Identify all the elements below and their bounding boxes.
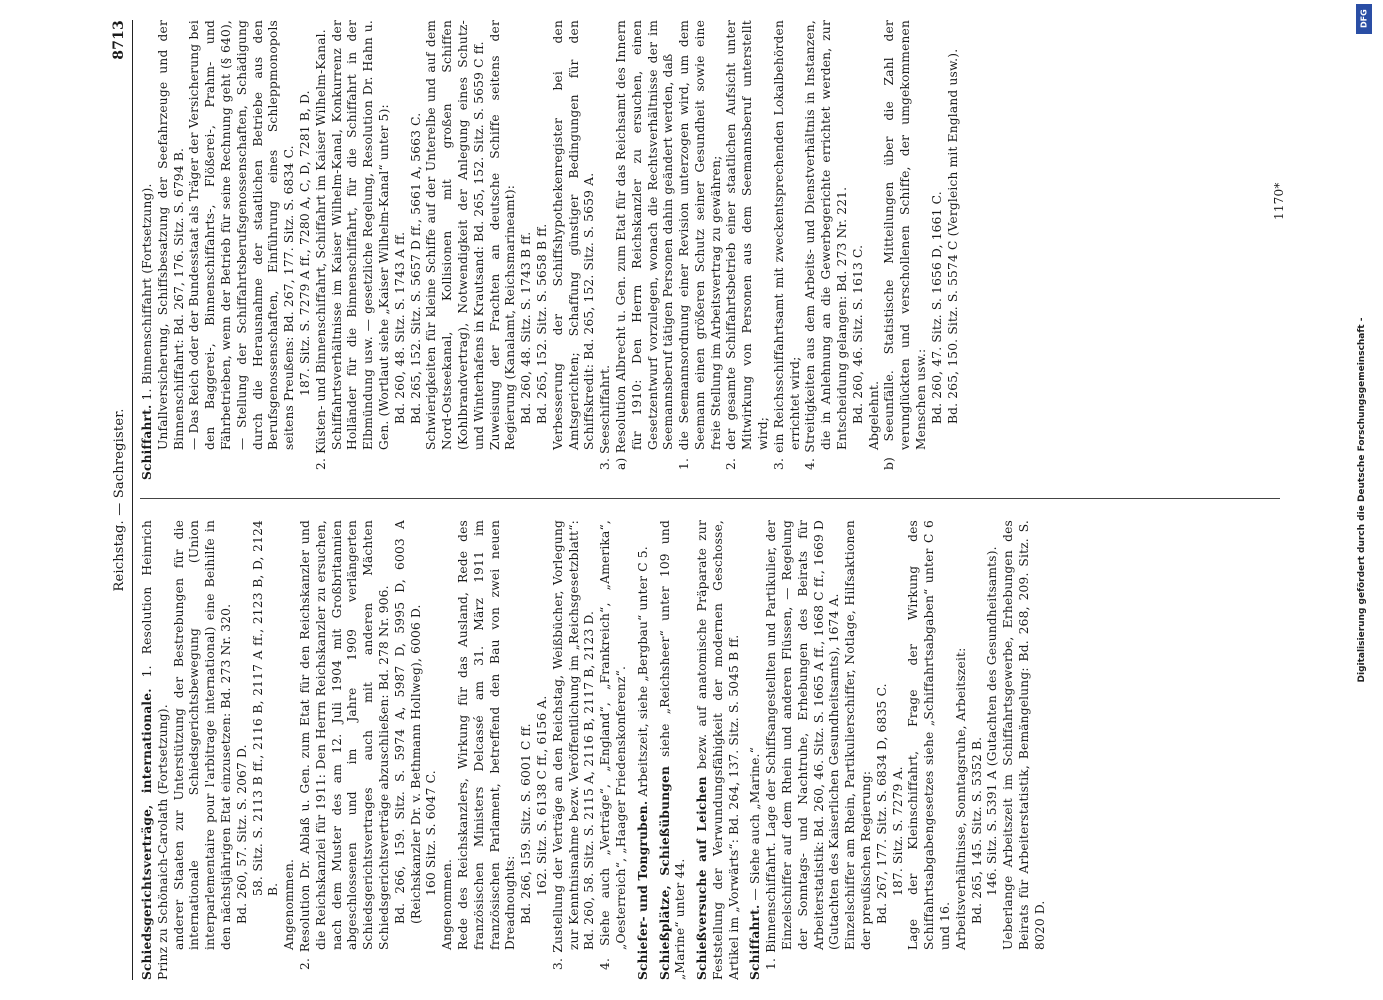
running-title: Reichstag. — Sachregister. <box>112 408 128 592</box>
entry-text: — Siehe auch „Marine.“ <box>748 746 763 901</box>
entry-text: Rede des Reichskanzlers, Wirkung für das Ausland, Rede des französischen Ministers Delcassé am 31. März 1911 im französischen Parlament, betreffend den Bau von zwei neuen Dreadnoughts: <box>455 520 518 950</box>
entry-text: Einzelschiffer am Rhein, Partikulierschiffer, Notlage, Hilfsaktionen der preußischen Regierung: <box>843 520 874 950</box>
entry-refs: Bd. 260, 46. Sitz. S. 1613 C. <box>850 244 865 424</box>
entry-text: siehe „Reichsheer“ unter 109 und „Marine“ unter 44. <box>657 520 688 980</box>
entry-refs: 187. Sitz. S. 7279 A ff., 7280 A, C, D, 7281 B, D. <box>297 90 312 396</box>
entry-refs: Bd. 265, 152. Sitz. S. 5657 D ff., 5661 A, 5663 C. <box>408 112 423 424</box>
entry-schiffahrt-cont <box>140 20 961 480</box>
entry-refs: Bd. 265, 145. Sitz. S. 5352 B. <box>969 736 984 924</box>
header-rule <box>132 20 133 980</box>
entry-subitem: 4. Streitigkeiten aus dem Arbeits- und Dienstverhältnis in Instanzen, die in Anlehnung an die Gewerbegerichte errichtet werden, zur Entscheidung gelangen: Bd. 273 Nr. 221. <box>803 20 850 470</box>
entry-heading: Schiefer- und Tongruben. <box>635 800 650 980</box>
entry-text: Arbeitszeit, siehe „Bergbau“ unter C 5. <box>635 546 650 797</box>
entry-text: — Das Reich oder der Bundesstaat als Träger der Versicherung bei den Baggerei-, Binnenschiffahrts-, Flößerei-, Prahm- und Fährbetrieben, wenn der Betrieb für seine Rechnung geht (§ 640), — Stellung der Schiffahrtsberufsgenossenschaften, Schädigung durch die Herausnahme der staatlichen Betriebe aus den Berufsgenossenschaften, Einführung eines Schleppmonopols seitens Preußens: Bd. 267, 177. Sitz. S. 6834 C. <box>187 20 297 450</box>
entry-item: 3. Zustellung der Verträge an den Reichstag, Weißbücher, Vorlegung zur Kenntnisnahme bezw. Veröffentlichung im „Reichsgesetzblatt“: Bd. 260, 58. Sitz. S. 2115 A, 2116 B, 2117 B, 2123 D. <box>550 520 597 970</box>
entry-heading: Schießplätze, Schießübungen <box>657 766 672 980</box>
digitization-credit: Digitalisierung gefördert durch die Deutsche Forschungsgemeinschaft - <box>1357 317 1367 683</box>
entry-text: Ueberlange Arbeitszeit im Schiffahrtsgewerbe, Erhebungen des Beirats für Arbeiterstatistik, Bemängelung: Bd. 268, 209. Sitz. S. 8020 D. <box>1001 520 1047 950</box>
entry-subitem: 3. ein Reichsschiffahrtsamt mit zweckentsprechenden Lokalbehörden errichtet wird; <box>771 20 802 470</box>
entry-text: Zuweisung der Frachten an deutsche Schiffe seitens der Regierung (Kanalamt, Reichsmarineamt): <box>487 20 518 450</box>
page-header <box>100 20 128 980</box>
page-signature: 1170* <box>1272 182 1286 220</box>
entry-subitem: 1. die Seemannsordnung einer Revision unterzogen wird, um dem Seemann einen größeren Schutz seiner Gesundheit sowie eine freie Stellung im Arbeitsvertrag zu gewähren; <box>677 20 723 470</box>
entry-refs: Bd. 265, 150. Sitz. S. 5574 C (Vergleich mit England usw.). <box>945 48 960 424</box>
entry-refs: Bd. 260, 48. Sitz. S. 1743 B ff. <box>519 231 534 424</box>
entry-refs: 160 Sitz. S. 6047 C. <box>424 770 439 896</box>
entry-item: b) Seeunfälle. Statistische Mitteilungen über die Zahl der verunglückten und verschollenen Schiffe, der umgekommenen Menschen usw.: <box>882 20 929 470</box>
left-column <box>140 520 1290 980</box>
entry-heading: Schiffahrt. <box>748 904 763 980</box>
entry-schiffahrt <box>748 520 1048 980</box>
entry-text: Arbeitsverhältnisse, Sonntagsruhe, Arbeitszeit: <box>953 647 968 950</box>
entry-refs: 162. Sitz. S. 6138 C ff., 6156 A. <box>534 695 549 896</box>
entry-item: 1. Binnenschiffahrt. Lage der Schiffsangestellten und Partikulier, der Einzelschiffer auf dem Rhein und anderen Flüssen, — Regelung der Sonntags- und Nachtruhe, Erhebungen des Beirats für Arbeiterstatistik: Bd. 260, 46. Sitz. S. 1665 A ff., 1668 C ff., 1669 D (Gutachten des Kaiserlichen Gesundheitsamts), 1674 A. <box>764 520 842 970</box>
status-text: Abgelehnt. <box>866 380 881 450</box>
entry-text: bezw. auf anatomische Präparate zur Feststellung der Verwundungsfähigkeit der modernen Geschosse, Artikel im „Vorwärts“: Bd. 264, 137. Sitz. S. 5045 B ff. <box>695 520 741 980</box>
entry-item: a) Resolution Albrecht u. Gen. zum Etat für das Reichsamt des Innern für 1910: Den Herrn Reichskanzler zu ersuchen, einen Gesetzentwurf vorzulegen, wonach die Rechtsverhältnisse der im Seemannsberuf tätigen Personen dahin geändert werden, daß <box>613 20 676 470</box>
entry-heading: Schiedsgerichtsverträge, internationale. <box>140 688 154 980</box>
entry-text: Verbesserung der Schiffshypothekenregister bei den Amtsgerichten; Schaffung günstiger Bedingungen für den Schiffskredit: Bd. 265, 152. Sitz. S. 5659 A. <box>550 20 597 450</box>
entry-item: 4. Siehe auch „Verträge“, „England“, „Frankreich“, „Amerika“, „Oesterreich“, „Haager Friedenskonferenz“. <box>598 520 628 970</box>
entry-refs: Bd. 260, 47. Sitz. S. 1656 D, 1661 C. <box>929 191 944 424</box>
entry-text: Lage der Kleinschiffahrt, Frage der Wirkung des Schiffahrtsabgabengesetzes siehe „Schiffahrtsabgaben“ unter C 6 und 16. <box>906 520 953 950</box>
entry-subheading: 1. Binnenschiffahrt (Fortsetzung). <box>140 183 154 401</box>
status-text: Angenommen. <box>440 858 455 950</box>
entry-subitem: 2. der gesamte Schiffahrtsbetrieb einer staatlichen Aufsicht unter Mitwirkung von Personen aus dem Seemannsberuf unterstellt wird; <box>724 20 771 470</box>
rotated-page-content <box>40 20 1340 980</box>
entry-refs: Bd. 267, 177. Sitz. S. 6834 D, 6835 C. <box>874 683 889 924</box>
entry-refs: Bd. 260, 48. Sitz. S. 1743 A ff. <box>392 231 407 424</box>
entry-text: Schwierigkeiten für kleine Schiffe auf der Unterelbe und auf dem Nord-Ostseekanal, Kollisionen mit großen Schiffen (Kohlbrandvertrag), Notwendigkeit der Anlegung eines Schutz- und Winterhafens in Krautsand: Bd. 265, 152. Sitz. S. 5659 C ff. <box>424 20 486 450</box>
entry-refs: 146. Sitz. S. 5391 A (Gutachten des Gesundheitsamts). <box>985 546 1000 896</box>
page-number: 8713 <box>111 20 128 60</box>
dfg-logo: DFG <box>1356 4 1372 34</box>
entry-text: anderer Staaten zur Unterstützung der Bestrebungen für die internationale Schiedsgerichtsbewegung (Union interparlementaire pour l'arbitrage international) eine Beihilfe in den nächstjährigen Etat einzusetzen: Bd. 273 Nr. 320. <box>171 520 233 950</box>
entry-item: 2. Resolution Dr. Ablaß u. Gen. zum Etat für den Reichskanzler und die Reichskanzlei für 1911: Den Herrn Reichskanzler zu ersuchen, nach dem Muster des am 12. Juli 1904 mit Großbritannien abgeschlossenen und im Jahre 1909 verlängerten Schiedsgerichtsvertrages auch mit anderen Mächten Schiedsgerichtsverträge abzuschließen: Bd. 278 Nr. 906. <box>297 520 391 970</box>
entry-refs: Bd. 266, 159. Sitz. S. 5974 A, 5987 D, 5995 D, 6003 A (Reichskanzler Dr. v. Bethmann Hollweg), 6006 D. <box>392 520 423 924</box>
entry-refs: 58. Sitz. S. 2113 B ff., 2116 B, 2117 A ff., 2123 B, D, 2124 B. <box>250 520 281 896</box>
entry-refs: Bd. 260, 57. Sitz. S. 2067 D. <box>234 744 249 924</box>
entry-heading: Schiffahrt. <box>140 404 154 480</box>
entry-item: 2. Küsten- und Binnenschiffahrt, Schiffahrt im Kaiser Wilhelm-Kanal. <box>313 29 328 470</box>
column-divider <box>140 498 1280 499</box>
entry-refs: 187. Sitz. S. 7279 A. <box>890 766 905 896</box>
right-column <box>140 20 1290 480</box>
entry-item: 3. Seeschiffahrt. <box>598 364 613 470</box>
entry-intro: 1. Resolution Heinrich Prinz zu Schönaich-Carolath (Fortsetzung). <box>140 520 170 980</box>
entry-schiessplaetze <box>658 520 690 980</box>
status-text: Angenommen. <box>282 858 297 950</box>
entry-refs: Bd. 266, 159. Sitz. S. 6001 C ff. <box>519 723 534 924</box>
entry-text: Unfallversicherung, Schiffsbesatzung der Seefahrzeuge und der Binnenschiffahrt: Bd. 267, 176. Sitz. S. 6794 B. <box>155 20 186 450</box>
entry-schiedsgerichtsvertraege <box>140 520 630 980</box>
entry-schiefer <box>636 520 652 980</box>
entry-heading: Schießversuche auf Leichen <box>695 776 710 980</box>
entry-text: Schiffahrtsverhältnisse im Kaiser Wilhelm-Kanal, Konkurrenz der Holländer für die Binnenschiffahrt, für die Schiffahrt in der Elbmündung usw. — gesetzliche Regelung, Resolution Dr. Hahn u. Gen. (Wortlaut siehe „Kaiser Wilhelm-Kanal“ unter 5): <box>329 20 391 450</box>
entry-schiessversuche <box>695 520 742 980</box>
entry-refs: Bd. 265, 152. Sitz. S. 5658 B ff. <box>534 223 549 424</box>
